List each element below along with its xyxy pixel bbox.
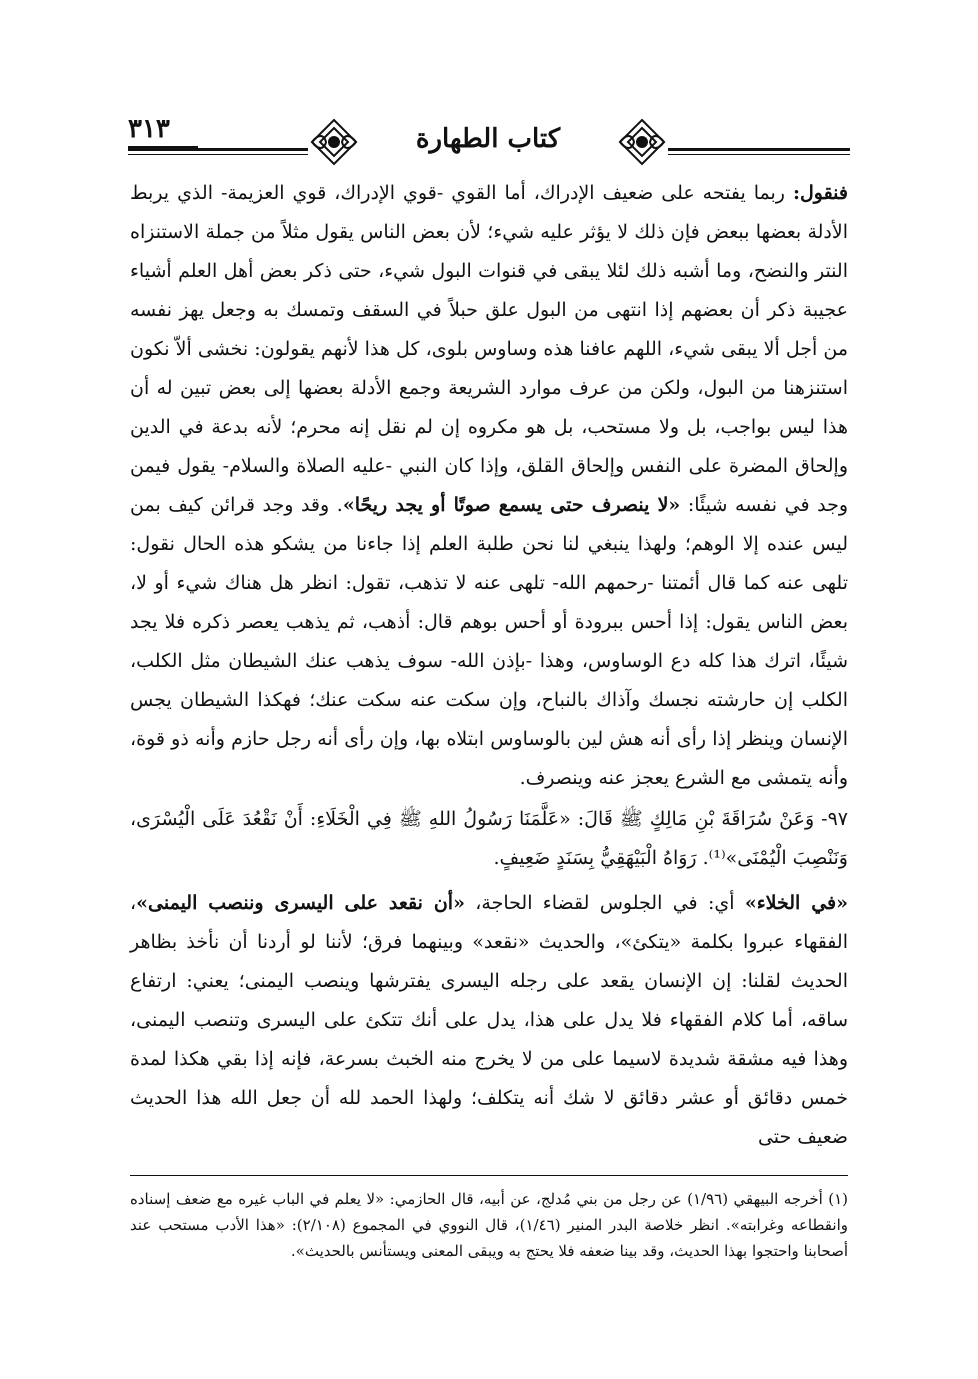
footnote-separator [130,1175,848,1176]
commentary-paragraph [130,174,848,798]
ornament-right-icon [616,116,668,168]
footnotes [130,1186,848,1264]
paragraph-lead-2: «في الخلاء» [744,892,849,914]
paragraph-text-2: أي: في الجلوس لقضاء الحاجة، [464,892,745,914]
main-text [130,174,848,1157]
hadith-quote-2: «أن نقعد على اليسرى وننصب اليمنى» [136,892,465,914]
commentary-paragraph-2 [130,884,848,1157]
paragraph-text-continued: . وقد وجد قرائن كيف بمن ليس عنده إلا الوهم؛ ولهذا ينبغي لنا نحن طلبة العلم إذا جاءنا من يشكو هذه الحال نقول: تلهى عنه كما قال أئمتنا -رحمهم الله- تلهى عنه لا تذهب، تقول: انظر هل هناك شيء أو لا، بعض الناس يقول: إذا أحس ببرودة أو أحس بوهم قال: أذهب، ثم يذهب يعصر ذكره فلا يجد شيئًا، اترك هذا كله دع الوساوس، وهذا -بإذن الله- سوف يذهب عنك الشيطان مثل الكلب، الكلب إن حارشته نجسك وآذاك بالنباح، وإن سكت عنه سكت عنك؛ فهكذا الشيطان يجس الإنسان وينظر إذا رأى أنه هش لين بالوساوس ابتلاه بها، وإن رأى أنه رجل حازم وأنه ذو قوة، وأنه يتمشى مع الشرع يعجز عنه وينصرف. [130,494,848,789]
footnote-1: (١) أخرجه البيهقي (١/٩٦) عن رجل من بني مُدلج، عن أبيه، قال الحازمي: «لا يعلم في الباب غيره مع ضعف إسناده وانقطاعه وغرابته». انظر خلاصة البدر المنير (١/٤٦)، قال النووي في المجموع (٢/١٠٨): «هذا الأدب مستحب عند أصحابنا واحتجوا بهذا الحديث، وقد بينا ضعفه فلا يحتج به ويبقى المعنى ويستأنس بالحديث». [130,1190,848,1260]
paragraph-text-2-continued: ، الفقهاء عبروا بكلمة «يتكئ»، والحديث «نقعد» وبينهما فرق؛ لأننا لو أردنا أن نأخذ بظاهر الحديث لقلنا: إن الإنسان يقعد على رجله اليسرى يفترشها وينصب اليمنى؛ يعني: ارتفاع ساقه، أما كلام الفقهاء فلا يدل على هذا، يدل على أنك تتكئ على اليسرى وتنصب اليمنى، وهذا فيه مشقة شديدة لاسيما على من لا يخرج منه الخبث بسرعة، فإنه إذا بقي هكذا لمدة خمس دقائق أو عشر دقائق لا شك أنه يتكلف؛ ولهذا الحمد لله أن جعل الله هذا الحديث ضعيف حتى [130,892,848,1148]
paragraph-text: ربما يفتحه على ضعيف الإدراك، أما القوي -قوي الإدراك، قوي العزيمة- الذي يربط الأدلة بعضها ببعض فإن ذلك لا يؤثر عليه شيء؛ لأن بعض الناس يقول مثلاً من جملة الاستنزاه النتر والنضح، وما أشبه ذلك لئلا يبقى في قنوات البول شيء، حتى ذكر بعض أهل العلم أشياء عجيبة ذكر أن بعضهم إذا انتهى من البول علق حبلاً في السقف وتمسك به وجعل يهز نفسه من أجل ألا يبقى شيء، اللهم عافنا هذه وساوس بلوى، كل هذا لأنهم يقولون: نخشى ألاّ نكون استنزهنا من البول، ولكن من عرف موارد الشريعة وجمع الأدلة بعضها إلى بعض تبين له أن هذا ليس بواجب، بل ولا مستحب، بل هو مكروه إن لم نقل إنه محرم؛ لأنه بدعة في الدين وإلحاق المضرة على النفس وإلحاق القلق، وإذا كان النبي -عليه الصلاة والسلام- يقول فيمن وجد في نفسه شيئًا: [130,182,848,516]
page-number: ٣١٣ [128,114,170,144]
title-band [308,112,668,164]
hadith-text: ٩٧- وَعَنْ سُرَاقَةَ بْنِ مَالِكٍ ﷺ قَالَ: «عَلَّمَنَا رَسُولُ اللهِ ﷺ فِي الْخَلَاءِ: أَنْ نَقْعُدَ عَلَى الْيُسْرَى، وَنَنْصِبَ الْيُمْنَى»⁽¹⁾. رَوَاهُ الْبَيْهَقِيُّ بِسَنَدٍ ضَعِيفٍ. [130,808,848,869]
hadith-quote: «لا ينصرف حتى يسمع صوتًا أو يجد ريحًا» [342,494,681,516]
page-header [128,108,850,168]
book-title: كتاب الطهارة [415,124,561,154]
page-number-underline [128,146,198,148]
paragraph-lead: فنقول: [792,182,848,204]
